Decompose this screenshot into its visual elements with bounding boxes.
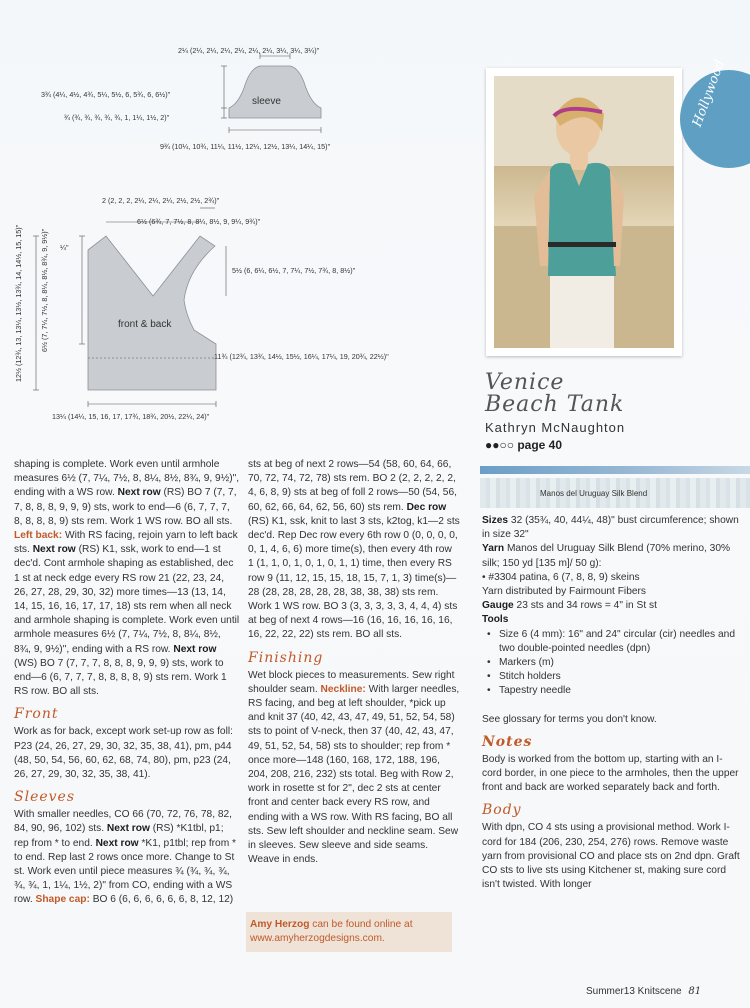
yarn-color: • #3304 patina, 6 (7, 8, 8, 9) skeins (482, 571, 640, 583)
neck-width: 6½ (6¾, 7, 7½, 8, 8¼, 8½, 9, 9¼, 9¾)" (137, 217, 261, 226)
body-heading: Body (482, 802, 522, 819)
sleeve-bottom-width: 9¾ (10¼, 10¾, 11¼, 11½, 12¼, 12½, 13¼, 14¼, 15)" (160, 142, 331, 151)
column-1 (14, 458, 240, 908)
divider-bar (480, 466, 750, 474)
difficulty-dots-icon: ●●○○ (485, 438, 514, 452)
body-paragraph: With dpn, CO 4 sts using a provisional method. Work I-cord for 184 (206, 230, 254, 276) rows. Remove waste yarn from provisional CO and place sts on 2nd dpn. Graft CO sts to live sts using Kitchener st, making sure cord isn't twisted. With longer (482, 822, 740, 891)
sleeve-cuff-height: ¾ (¾, ¾, ¾, ¾, ¾, 1, 1¼, 1½, 2)" (64, 113, 170, 122)
sleeve-cap-height: 3¾ (4¼, 4½, 4¾, 5¼, 5½, 6, 5¾, 6, 6½)" (41, 90, 171, 99)
notes-paragraph: Body is worked from the bottom up, starting with an I-cord border, in one piece to the armholes, then the upper front and back are worked separately back and forth. (482, 753, 739, 794)
tools-heading: Tools (482, 614, 509, 626)
tool-item: • Stitch holders (493, 670, 740, 684)
pattern-photo (486, 68, 682, 356)
total-length: 12½ (12¾, 13, 13¼, 13½, 13¾, 14, 14½, 15, 15)" (14, 224, 23, 382)
difficulty-level (485, 438, 562, 452)
front-heading: Front (14, 706, 59, 723)
tool-item: • Tapestry needle (493, 684, 740, 698)
designer-url[interactable]: www.amyherzogdesigns.com. (250, 933, 385, 945)
page-reference: page 40 (517, 438, 563, 452)
notes-heading: Notes (482, 733, 533, 750)
sleeves-continued: sts at beg of next 2 rows—54 (58, 60, 64, 66, 70, 72, 74, 72, 78) sts rem. BO 2 (2, 2, 2, 2, 2, 4, 6, 8, 9) sts at beg of foll 2 rows—50 (54, 56, 60, 62, 66, 64, 62, 56, 60) sts rem. Dec row (RS) K1, ssk, knit to last 3 sts, k2tog, k1—2 sts dec'd. Rep Dec row every 6th row 0 (0, 0, 0, 0, 0, 1, 4, 6, 6) more time(s), then every 4th row 1 (1, 1, 0, 1, 0, 1, 0, 1, 1) time, then every RS row 9 (11, 12, 15, 15, 18, 15, 7, 1, 3) time(s)—28 (28, 28, 28, 28, 28, 38, 38, 38) sts rem. Work 1 WS row. BO 3 (3, 3, 3, 3, 3, 4, 4, 4) sts at beg of next 4 rows—16 (16, 16, 16, 16, 16, 16, 22, 22, 22) sts rem. BO all sts. (248, 459, 460, 641)
sleeve-label: sleeve (252, 96, 281, 107)
shoulder-width: 2 (2, 2, 2, 2¼, 2¼, 2¼, 2½, 2½, 2¾)" (102, 196, 220, 205)
neck-depth: 5½ (6, 6¼, 6½, 7, 7¼, 7½, 7¾, 8, 8½)" (232, 266, 356, 275)
model-illustration (494, 76, 674, 348)
sleeves-heading: Sleeves (14, 789, 76, 806)
column-2 (248, 458, 460, 867)
designer-byline: Kathryn McNaughton (485, 420, 626, 435)
finishing-paragraph: Wet block pieces to measurements. Sew right shoulder seam. Neckline: With larger needles, RS facing, and beg at left shoulder, *pick up and knit 37 (40, 42, 43, 47, 49, 51, 52, 54, 58) sts to point of V-neck, then 37 (40, 42, 43, 47, 49, 51, 52, 54, 58) sts to shoulder; rep from * once more—148 (160, 168, 172, 188, 196, 204, 208, 216, 232) sts total. Beg with Row 2, work in rosette st for 2", dec 2 sts at center front and center back every RS row, and ending with a WS row. With RS facing, BO all sts. Sew left shoulder and neckline seam. Sew in sleeves. Sew sleeve and side seams. Weave in ends. (248, 669, 460, 866)
pattern-title: Venice Beach Tank (485, 370, 625, 417)
back-paragraph: shaping is complete. Work even until armhole measures 6½ (7, 7¼, 7½, 8, 8¼, 8½, 8¾, 9, 9½)", ending with a WS row. Next row (RS) BO 7 (7, 7, 7, 8, 8, 8, 9, 9, 9) sts, work to end—6 (6, 7, 7, 7, 8, 8, 8, 8, 9) sts rem. Work 1 WS row. BO all sts. Left back: With RS facing, rejoin yarn to left back sts. Next row (RS) K1, ssk, work to end—1 st dec'd. Cont armhole shaping as established, dec 1 st at neck edge every RS row 21 (22, 23, 24, 26, 27, 28, 29, 30, 32) more times—13 (13, 14, 14, 15, 16, 16, 17, 17, 18) sts rem when all neck and armhole shaping is complete. Work even until armhole measures 6½ (7, 7¼, 7½, 8, 8¼, 8½, 8¾, 9, 9½)", ending with a RS row. Next row (WS) BO 7 (7, 7, 7, 8, 8, 8, 9, 9, 9) sts, work to end—6 (6, 7, 7, 7, 8, 8, 8, 8, 9) sts rem. Work 1 RS row. BO all sts. (14, 459, 240, 698)
page-number: 81 (688, 986, 702, 997)
front-paragraph: Work as for back, except work set-up row as foll: P23 (24, 26, 27, 29, 30, 32, 35, 38, 41), pm, p44 (48, 50, 54, 56, 60, 62, 68, 74, 80), pm, p23 (24, 26, 27, 29, 30, 32, 35, 38, 41). (14, 726, 233, 781)
bottom-width: 13¼ (14¼, 15, 16, 17, 17¾, 18¾, 20½, 22¼, 24)" (52, 412, 210, 421)
quarter-inch: ¼" (60, 243, 69, 252)
armhole-depth: 6½ (7, 7¼, 7½, 8, 8¼, 8½, 8¾, 9, 9½)" (40, 228, 49, 352)
body-outline (0, 0, 470, 430)
hip-width: 11¾ (12¾, 13¾, 14½, 15½, 16¼, 17¼, 19, 20¾, 22½)" (214, 352, 389, 361)
front-back-label: front & back (118, 319, 172, 330)
section-tab-label: Hollywood (690, 58, 729, 129)
glossary-note: See glossary for terms you don't know. (482, 713, 657, 725)
yarn-distributor: Yarn distributed by Fairmount Fibers (482, 586, 647, 598)
page-footer (586, 986, 701, 997)
swatch-caption: Manos del Uruguay Silk Blend (540, 489, 648, 498)
finishing-heading: Finishing (248, 649, 324, 666)
designer-name: Amy Herzog (250, 919, 310, 930)
issue-name: Summer13 Knitscene (586, 986, 682, 997)
sleeve-top-width: 2¼ (2¼, 2¼, 2¼, 2¼, 2¼, 2¼, 3¼, 3¼, 3¼)" (178, 46, 320, 55)
sidebar-details: Sizes 32 (35¾, 40, 44¼, 48)" bust circumference; shown in size 32" Yarn Manos del Uruguay Silk Blend (70% merino, 30% silk; 150 yd [135 m]/ 50 g): • #3304 patina, 6 (7, 8, 8, 9) skeins Yarn distributed by Fairmount Fibers Gauge 23 sts and 34 rows = 4" in St st Tools • Size 6 (4 mm): 16" and 24" circular (cir) needles and two double-pointed needles (dpn) • Markers (m) • Stitch holders • Tapestry needle See glossary for terms you don't know. Notes Body is worked from the bottom up, starting with an I-cord border, in one piece to the armholes, then the upper front and back are worked separately back and forth. Body With dpn, CO 4 sts using a provisional method. Work I-cord for 184 (206, 230, 254, 276) rows. Remove waste yarn from provisional CO and place sts on 2nd dpn. Graft CO sts to live sts using Kitchener st, making sure cord isn't twisted. With longer (482, 514, 740, 892)
tool-item: • Markers (m) (493, 656, 740, 670)
designer-note: Amy Herzog can be found online at www.amyherzogdesigns.com. (246, 912, 452, 952)
tools-list (482, 628, 740, 699)
sleeves-paragraph: With smaller needles, CO 66 (70, 72, 76, 78, 82, 84, 90, 96, 102) sts. Next row (RS) *K1tbl, p1; rep from * to end. Next row *K1, p1tbl; rep from * to end. Rep last 2 rows once more. Change to St st. Work even until piece measures ¾ (¾, ¾, ¾, ¾, ¾, 1, 1¼, 1½, 2)" from CO, ending with a WS row. Shape cap: BO 6 (6, 6, 6, 6, 6, 6, 8, 12, 12) (14, 809, 237, 906)
tool-item: • Size 6 (4 mm): 16" and 24" circular (cir) needles and two double-pointed needles (dpn) (493, 628, 740, 656)
model-photo (494, 76, 674, 348)
